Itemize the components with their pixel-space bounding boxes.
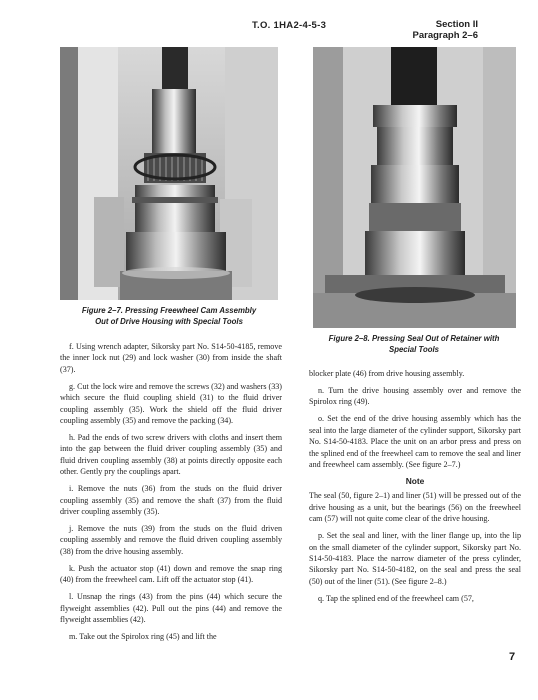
caption-line: Figure 2–7. Pressing Freewheel Cam Assembly (81, 306, 257, 315)
caption-line: Out of Drive Housing with Special Tools (95, 316, 243, 326)
left-text-column (60, 341, 282, 648)
paragraph-label: Paragraph 2–6 (412, 30, 478, 41)
figure-2-8-caption (308, 334, 520, 355)
page-number: 7 (509, 651, 516, 663)
section-label: Section II (435, 19, 478, 30)
note-heading: Note (405, 476, 425, 487)
paragraph-p: p. Set the seal and liner, with the liner flange up, into the lip on the small diameter of the cylinder support, Sikorsky part No. S14-50-4183. Place the narrow diameter of the press cylinder, Sikorsky part No. S14-50-4182, on the seal and press the seal (50) out of the liner (51). (See figure 2–8.) (309, 531, 521, 586)
note-text: The seal (50, figure 2–1) and liner (51) will be pressed out of the drive housing as a unit, but the bearings (56) on the freewheel cam (57) will not quite come clear of the drive housing. (309, 491, 521, 524)
figure-2-8-photo (313, 47, 516, 328)
section-heading (413, 19, 478, 41)
caption-line: Special Tools (389, 344, 439, 354)
paragraph-i: i. Remove the nuts (36) from the studs on the fluid driver coupling assembly (35) and remove the shaft (37) from the fluid driver coupling assembly (35). (60, 484, 282, 517)
paragraph-g: g. Cut the lock wire and remove the screws (32) and washers (33) which secure the fluid coupling shield (31) to the fluid driver coupling assembly (35). Work the shield off the fluid driver coupling assembly (35) and remove the packing (34). (60, 381, 282, 426)
paragraph-f: f. Using wrench adapter, Sikorsky part No. S14-50-4185, remove the inner lock nut (29) and lock washer (30) from inside the shaft (37). (60, 342, 282, 374)
caption-line: Figure 2–8. Pressing Seal Out of Retainer with (328, 334, 500, 343)
document-number: T.O. 1HA2-4-5-3 (252, 20, 327, 31)
paragraph-m: m. Take out the Spirolox ring (45) and lift the (69, 632, 217, 642)
right-text-column (309, 368, 521, 610)
figure-2-7-caption (58, 306, 280, 327)
paragraph-k: k. Push the actuator stop (41) down and remove the snap ring (40) from the freewheel cam. Lift off the actuator stop (41). (60, 563, 282, 585)
paragraph-j: j. Remove the nuts (39) from the studs on the fluid driven coupling assembly and remove the fluid driven coupling assembly (38) from the drive housing assembly. (60, 524, 282, 556)
figure-2-7-photo (60, 47, 278, 300)
paragraph-l: l. Unsnap the rings (43) from the pins (44) which secure the flyweight assemblies (42). Pull out the pins (44) and remove the flyweight assemblies (42). (60, 592, 282, 625)
paragraph-m-continued: blocker plate (46) from drive housing assembly. (309, 369, 465, 378)
paragraph-q: q. Tap the splined end of the freewheel cam (57, (318, 593, 474, 603)
paragraph-o: o. Set the end of the drive housing assembly which has the seal into the large diameter of the cylinder support, Sikorsky part No. S14-50-4183. Place the unit on an arbor press and press on the splined end of the freewheel cam to remove the seal and liner and freewheel cam assembly. (See figure 2–7.) (309, 414, 521, 470)
paragraph-h: h. Pad the ends of two screw drivers with cloths and insert them into the gap between the fluid driver coupling assembly (35) and fluid driven coupling assembly (38) at points directly opposite each other. Gently pry the couplings apart. (60, 433, 282, 477)
paragraph-n: n. Turn the drive housing assembly over and remove the Spirolox ring (49). (309, 386, 521, 407)
